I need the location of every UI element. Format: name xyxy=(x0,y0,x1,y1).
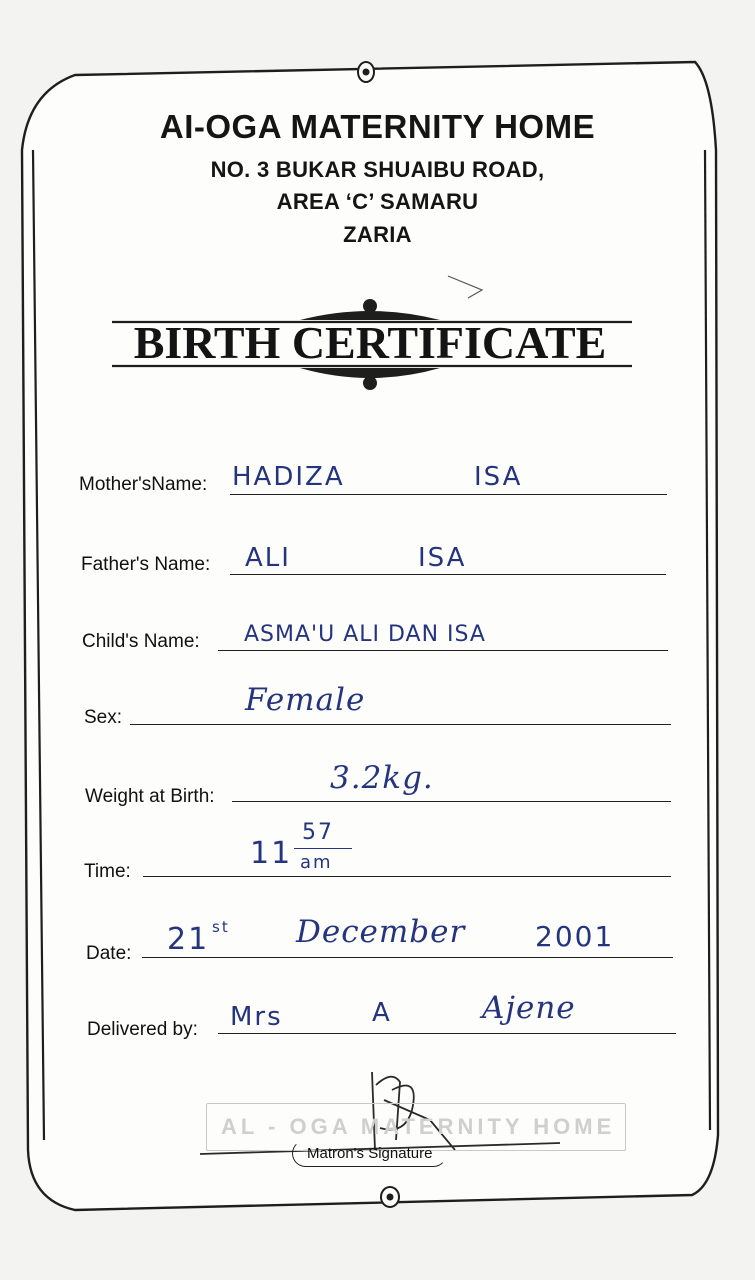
date-day: 21 xyxy=(167,922,210,957)
maternity-home-stamp: AL - OGA MATERNITY HOME xyxy=(206,1103,626,1151)
sex-line xyxy=(130,724,671,725)
address-line-1: NO. 3 BUKAR SHUAIBU ROAD, xyxy=(210,157,545,182)
mother-line xyxy=(230,494,667,495)
top-ornament-icon xyxy=(358,62,374,82)
child-label: Child's Name: xyxy=(82,631,200,652)
delivered-by-initial: A xyxy=(372,998,392,1028)
time-fraction-bar xyxy=(294,848,352,849)
weight-value: 3.2kg. xyxy=(330,760,434,796)
date-line xyxy=(142,957,673,958)
father-line xyxy=(230,574,666,575)
address-line-2: AREA ‘C’ SAMARU xyxy=(276,189,479,214)
child-line xyxy=(218,650,668,651)
org-name: AI-OGA MATERNITY HOME xyxy=(159,108,596,145)
delivered-by-title: Mrs xyxy=(230,1002,283,1032)
time-period: am xyxy=(300,852,333,873)
date-day-suffix: st xyxy=(212,918,230,936)
bottom-ornament-icon xyxy=(381,1187,399,1207)
mother-last-name: ISA xyxy=(474,462,523,492)
date-label: Date: xyxy=(86,943,132,964)
time-minute: 57 xyxy=(302,820,334,845)
matron-signature-label: Matron's Signature xyxy=(292,1140,447,1167)
father-first-name: ALI xyxy=(245,543,291,573)
address-line-3: ZARIA xyxy=(343,222,412,247)
sex-label: Sex: xyxy=(84,707,123,728)
father-last-name: ISA xyxy=(418,543,467,573)
weight-label: Weight at Birth: xyxy=(85,786,215,807)
father-label: Father's Name: xyxy=(81,554,211,575)
sex-value: Female xyxy=(245,682,366,718)
date-month: December xyxy=(296,914,466,950)
time-line xyxy=(143,876,671,877)
date-year: 2001 xyxy=(535,920,615,953)
child-name: ASMA'U ALI DAN ISA xyxy=(244,622,486,647)
delivered-by-surname: Ajene xyxy=(482,990,576,1026)
mother-first-name: HADIZA xyxy=(232,462,345,492)
certificate-title: BIRTH CERTIFICATE xyxy=(133,317,607,368)
weight-line xyxy=(232,801,671,802)
time-label: Time: xyxy=(84,861,131,882)
delivered-by-label: Delivered by: xyxy=(87,1019,198,1040)
delivered-by-line xyxy=(218,1033,676,1034)
time-hour: 11 xyxy=(250,836,293,871)
mother-label: Mother'sName: xyxy=(79,474,208,495)
